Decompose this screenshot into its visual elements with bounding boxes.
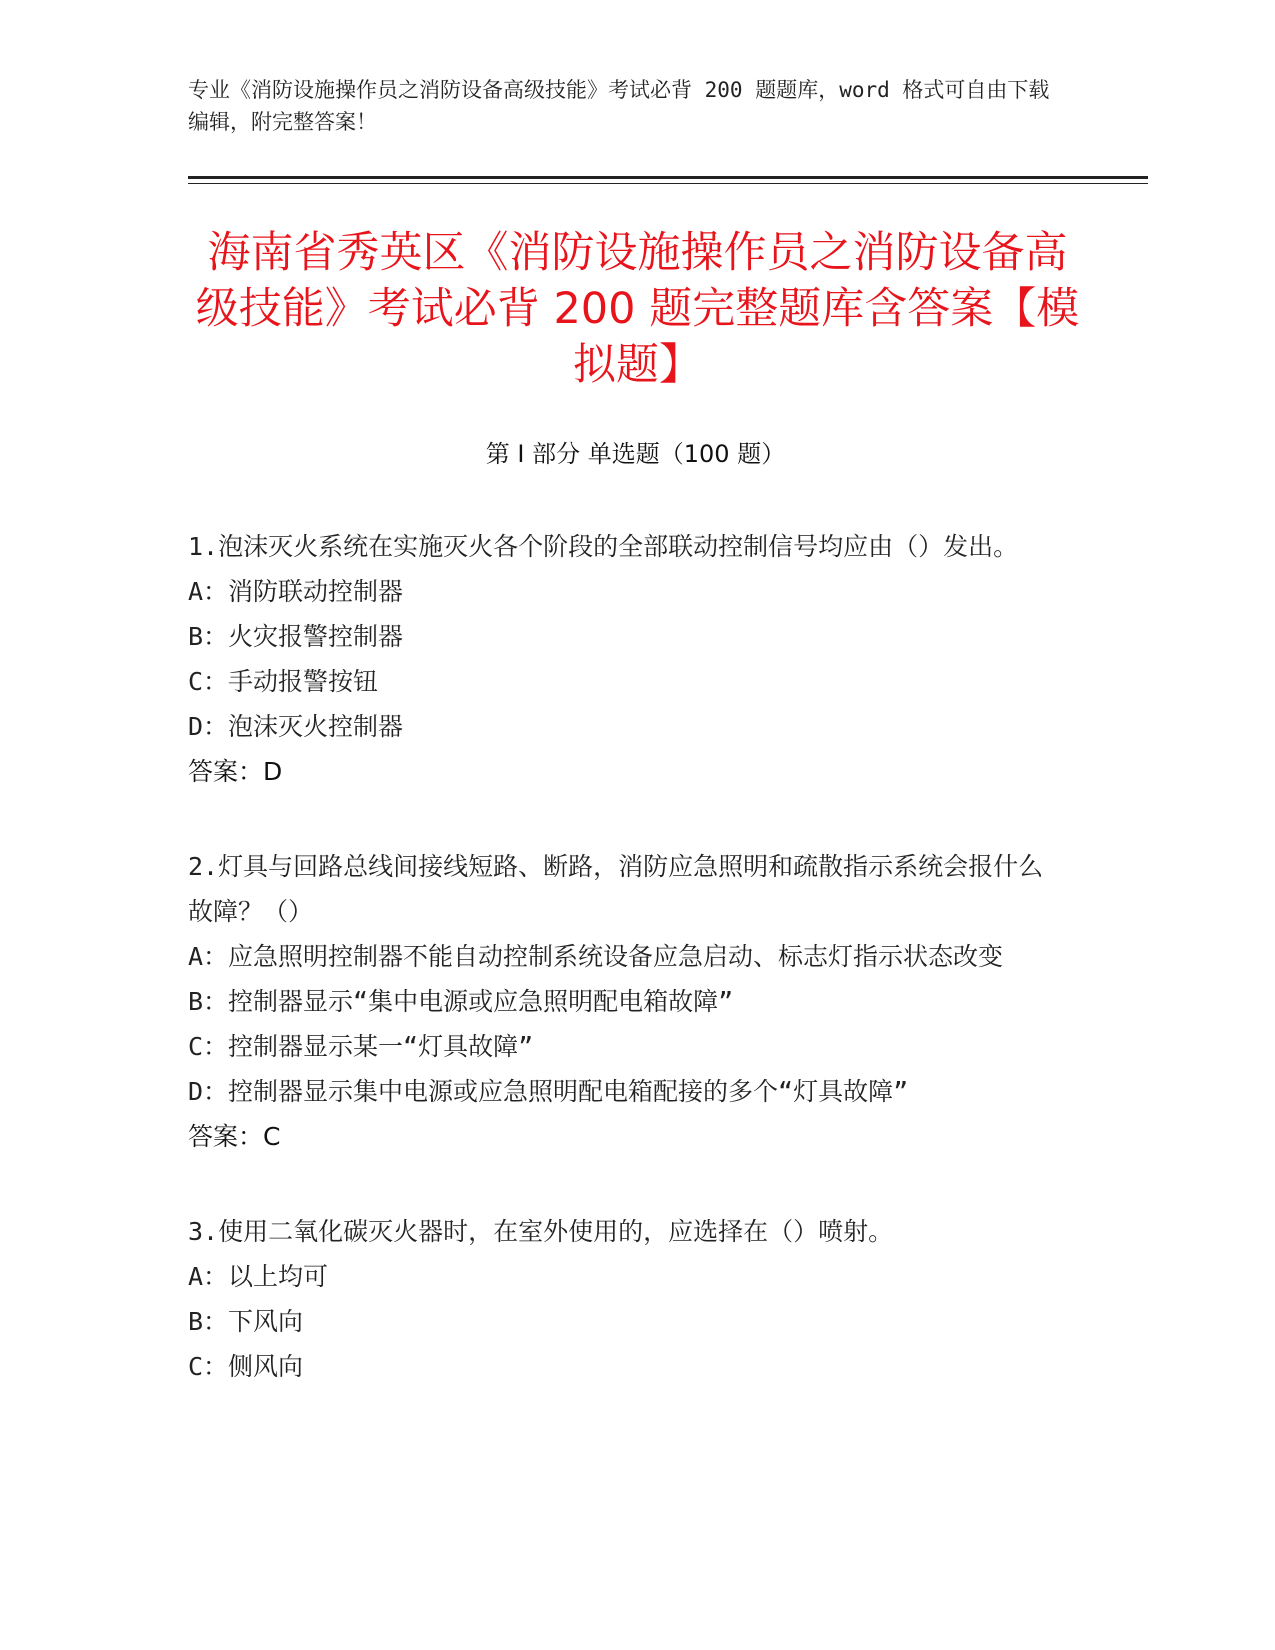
- header-divider-thick: [188, 176, 1148, 179]
- option-a: A：消防联动控制器: [188, 577, 404, 606]
- header-note: 专业《消防设施操作员之消防设备高级技能》考试必背 200 题题库，word 格式可自由下载编辑，附完整答案！: [188, 78, 1050, 134]
- question-stem: 3.使用二氧化碳灭火器时，在室外使用的，应选择在（）喷射。: [188, 1217, 894, 1246]
- answer: 答案：C: [188, 1122, 281, 1151]
- question-1: [188, 524, 1068, 794]
- option-b: B：火灾报警控制器: [188, 622, 404, 651]
- option-c: C：侧风向: [188, 1352, 304, 1381]
- option-c: C：手动报警按钮: [188, 667, 379, 696]
- answer: 答案：D: [188, 757, 283, 786]
- option-b: B：下风向: [188, 1307, 304, 1336]
- question-list: [188, 524, 1068, 1439]
- header-divider-thin: [188, 183, 1148, 184]
- option-d: D：泡沫灭火控制器: [188, 712, 404, 741]
- question-stem: 2.灯具与回路总线间接线短路、断路，消防应急照明和疏散指示系统会报什么故障？（）: [188, 852, 1044, 926]
- option-a: A：应急照明控制器不能自动控制系统设备应急启动、标志灯指示状态改变: [188, 942, 1004, 971]
- document-title: 海南省秀英区《消防设施操作员之消防设备高级技能》考试必背 200 题完整题库含答案【模拟题】: [195, 228, 1080, 390]
- option-a: A：以上均可: [188, 1262, 329, 1291]
- question-3: [188, 1209, 1068, 1389]
- option-b: B：控制器显示“集中电源或应急照明配电箱故障”: [188, 987, 734, 1016]
- option-d: D：控制器显示集中电源或应急照明配电箱配接的多个“灯具故障”: [188, 1077, 909, 1106]
- question-2: [188, 844, 1068, 1159]
- section-heading: 第 I 部分 单选题（100 题）: [485, 440, 786, 468]
- question-stem: 1.泡沫灭火系统在实施灭火各个阶段的全部联动控制信号均应由（）发出。: [188, 532, 1019, 561]
- option-c: C：控制器显示某一“灯具故障”: [188, 1032, 534, 1061]
